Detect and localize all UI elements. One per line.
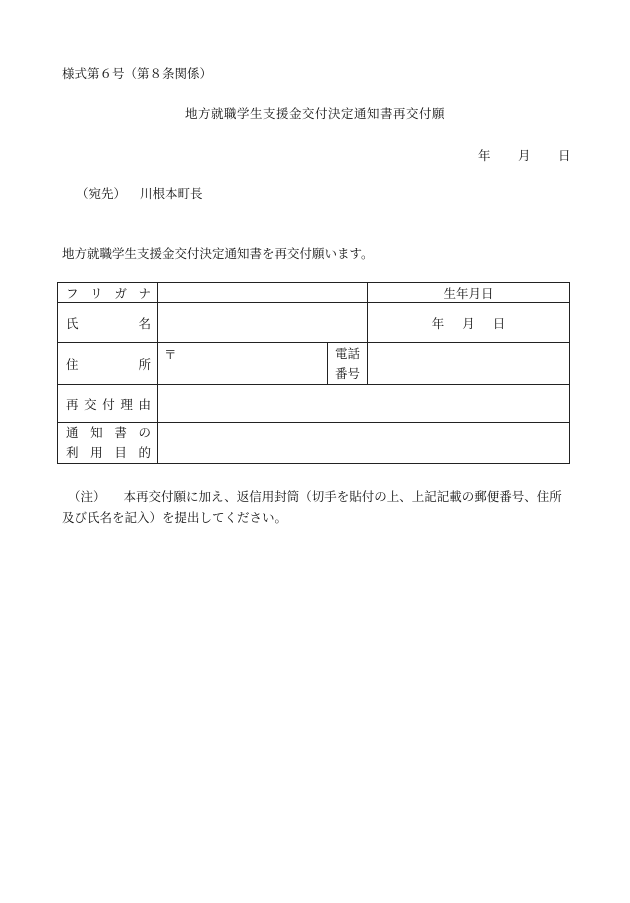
birth-month-label: 月 (462, 315, 475, 331)
birthdate-field[interactable] (368, 303, 570, 343)
address-label: 住 所 (58, 343, 158, 385)
form-number: 様式第６号（第８条関係） (62, 66, 213, 81)
application-table (57, 282, 570, 464)
address-row (58, 343, 570, 385)
date-day-label: 日 (558, 148, 571, 163)
birthdate-label: 生年月日 (368, 283, 570, 303)
document-title: 地方就職学生支援金交付決定通知書再交付願 (184, 106, 445, 121)
note-label: （注） (68, 489, 106, 504)
purpose-field[interactable] (158, 423, 570, 464)
phone-label: 電話 番号 (328, 343, 368, 385)
date-year-label: 年 (478, 148, 491, 163)
addressee-label: （宛先） (76, 186, 127, 201)
furigana-field[interactable] (158, 283, 368, 303)
postal-mark: 〒 (164, 347, 177, 362)
note-text: 本再交付願に加え、返信用封筒（切手を貼付の上、上記記載の郵便番号、住所及び氏名を記入）を提出してください。 (62, 489, 562, 525)
addressee (76, 184, 203, 202)
date-month-label: 月 (518, 148, 531, 163)
name-row (58, 303, 570, 343)
name-field[interactable] (158, 303, 368, 343)
phone-field[interactable] (368, 343, 570, 385)
purpose-label: 通 知 書 の 利 用 目 的 (58, 423, 158, 464)
reason-label: 再 交 付 理 由 (58, 385, 158, 423)
furigana-row (58, 283, 570, 303)
addressee-name: 川根本町長 (140, 186, 203, 201)
note (62, 486, 574, 528)
birth-year-label: 年 (431, 315, 445, 331)
request-text: 地方就職学生支援金交付決定通知書を再交付願います。 (62, 246, 374, 261)
birth-day-label: 日 (492, 315, 506, 331)
furigana-label: フ リ ガ ナ (58, 283, 158, 303)
purpose-row (58, 423, 570, 464)
address-field[interactable] (158, 343, 328, 385)
name-label: 氏 名 (58, 303, 158, 343)
reason-row (58, 385, 570, 423)
reason-field[interactable] (158, 385, 570, 423)
